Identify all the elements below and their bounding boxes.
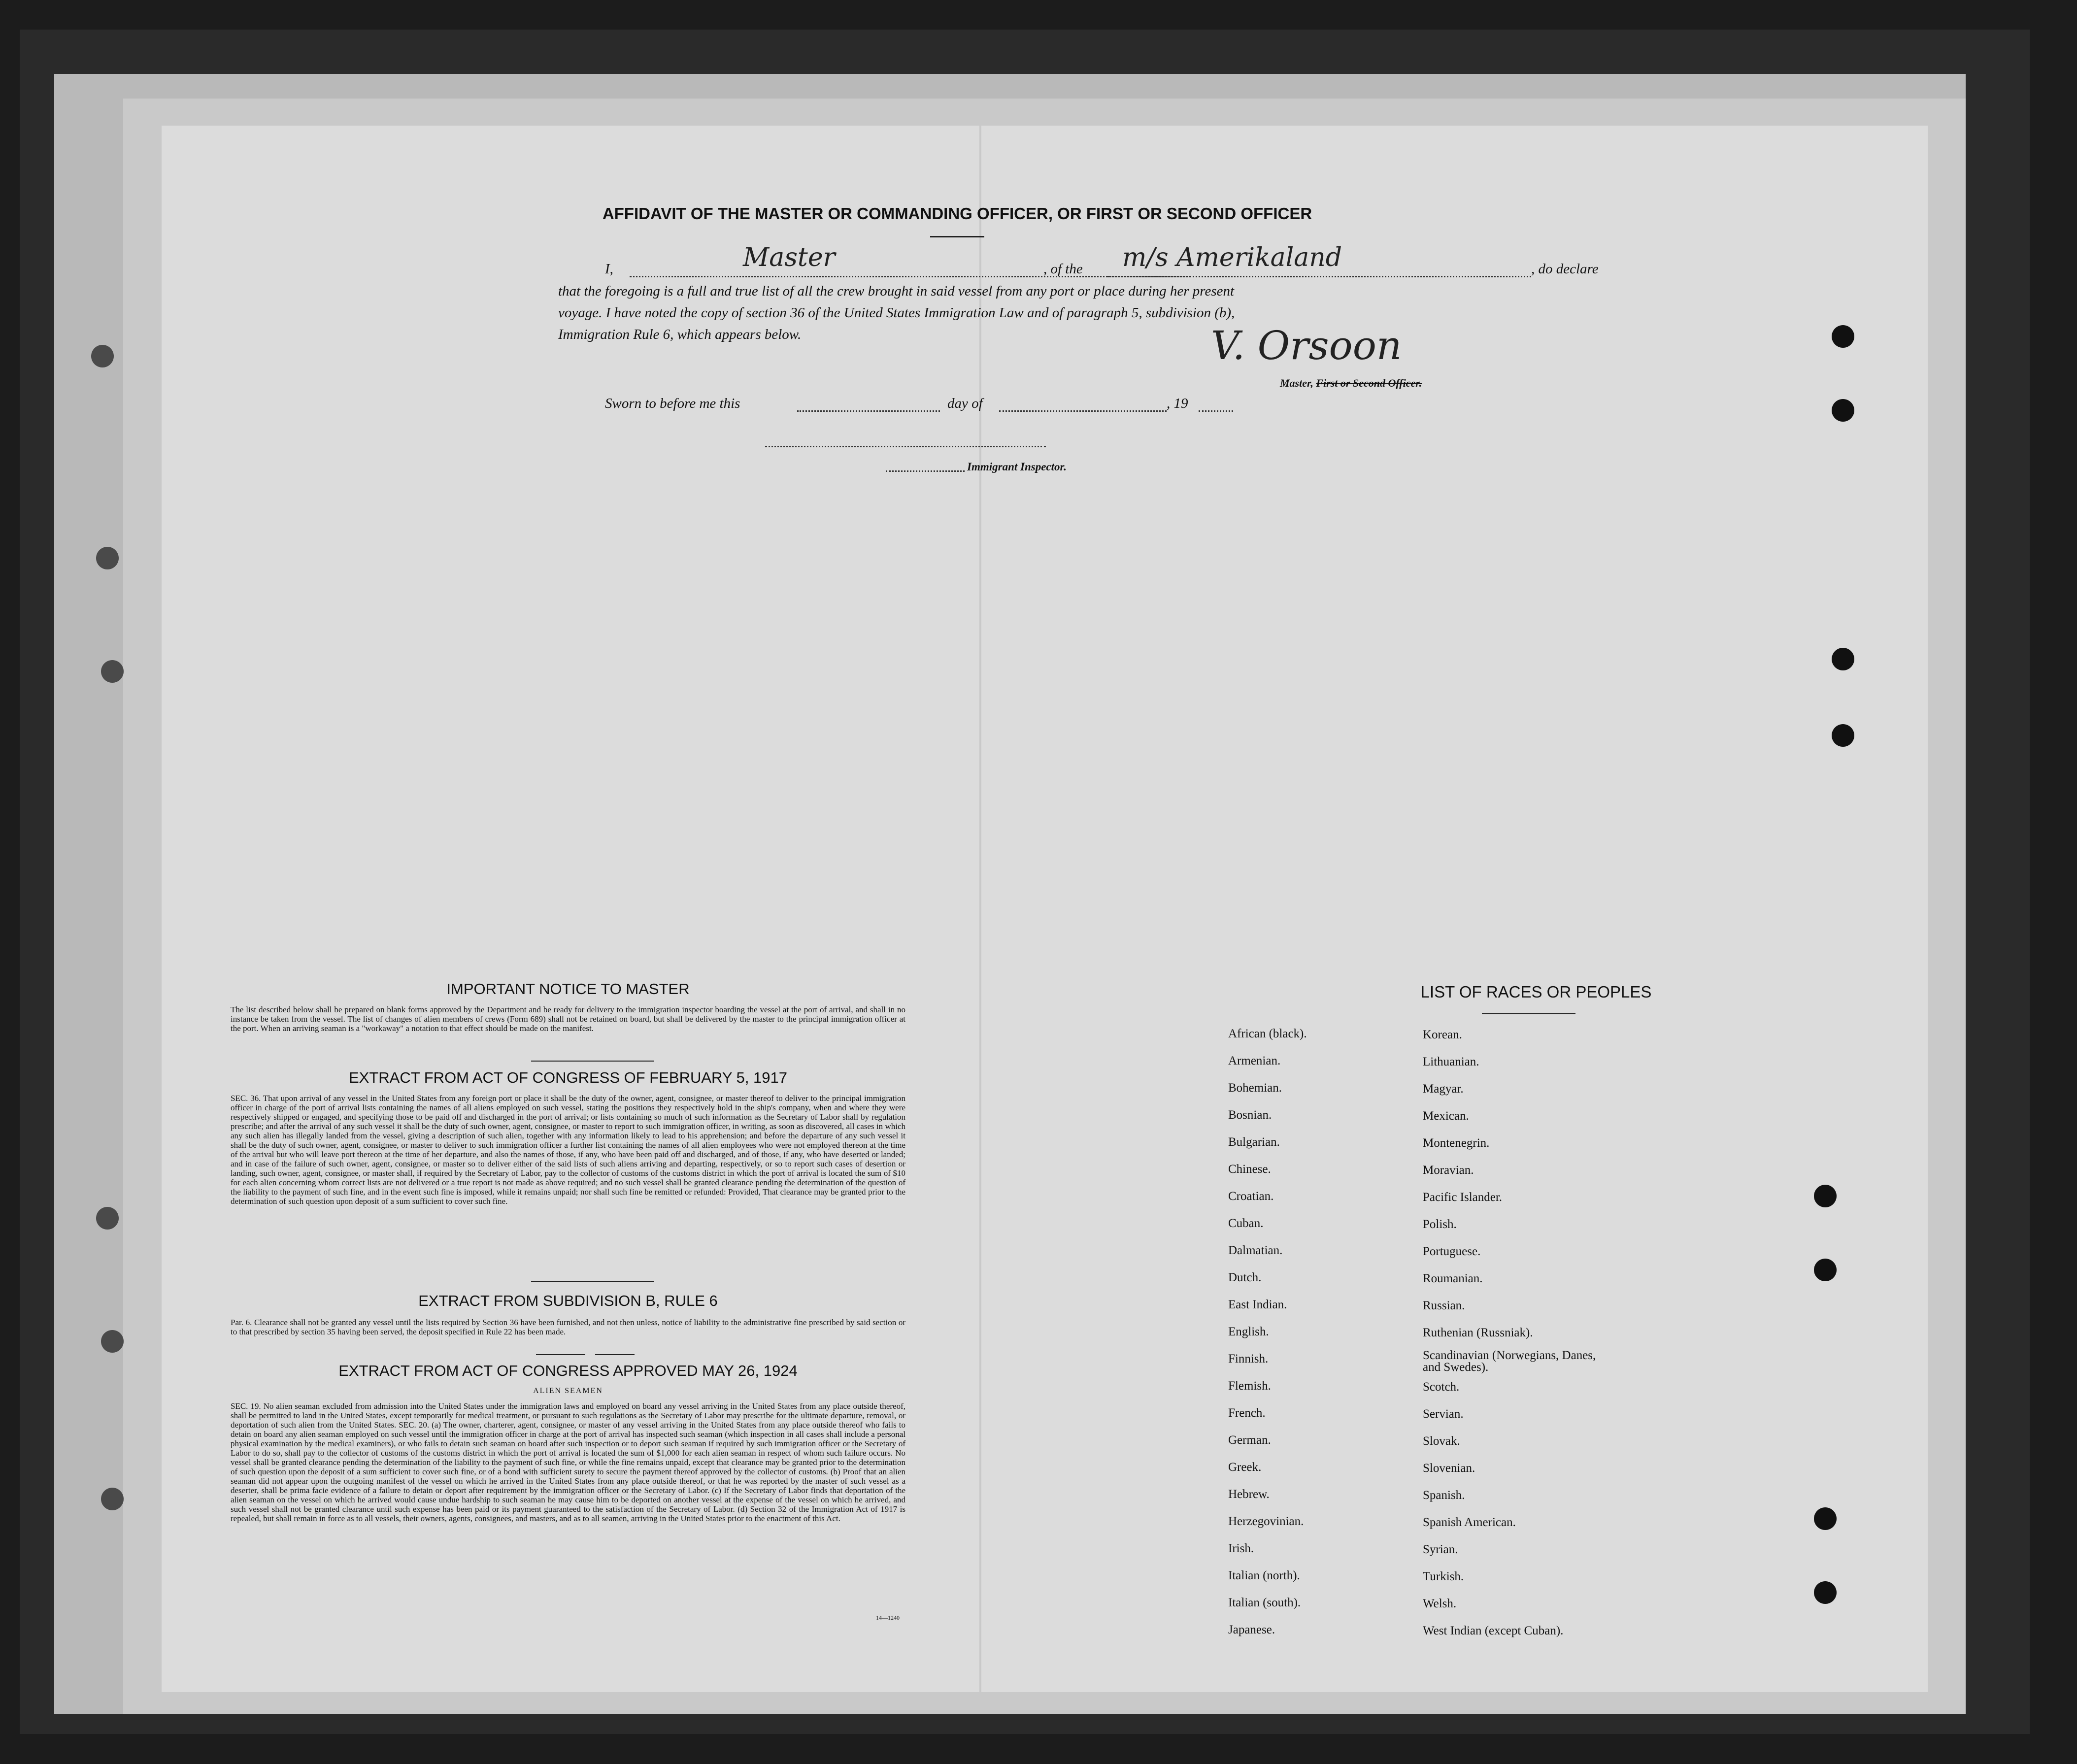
- manifest-page: [162, 126, 1928, 1692]
- rank-field-line: [630, 276, 1191, 277]
- race-left: Hebrew.: [1228, 1488, 1270, 1501]
- notice-title: IMPORTANT NOTICE TO MASTER: [446, 980, 690, 998]
- race-right: Scandinavian (Norwegians, Danes, and Swedes).: [1423, 1349, 1596, 1374]
- race-right: Russian.: [1423, 1299, 1465, 1312]
- binder-hole: [1814, 1581, 1837, 1604]
- race-left: German.: [1228, 1433, 1271, 1447]
- section-rule: [531, 1281, 654, 1282]
- race-right: Pacific Islander.: [1423, 1191, 1503, 1204]
- binder-hole: [101, 1330, 124, 1353]
- race-left: Japanese.: [1228, 1623, 1275, 1636]
- race-right: Welsh.: [1423, 1597, 1457, 1610]
- race-left: Italian (south).: [1228, 1596, 1301, 1609]
- race-left: Irish.: [1228, 1542, 1254, 1555]
- races-title: LIST OF RACES OR PEOPLES: [1420, 983, 1652, 1001]
- binder-hole: [101, 1488, 124, 1510]
- race-left: Bosnian.: [1228, 1108, 1272, 1122]
- section-rule: [536, 1354, 585, 1355]
- page-fold: [979, 126, 981, 1692]
- rule6-title: EXTRACT FROM SUBDIVISION B, RULE 6: [418, 1292, 718, 1309]
- inspector-signature-line: [765, 446, 1046, 447]
- race-right: Turkish.: [1423, 1570, 1464, 1583]
- race-left: Dutch.: [1228, 1271, 1262, 1284]
- race-left: French.: [1228, 1406, 1266, 1420]
- binder-hole: [1814, 1507, 1837, 1530]
- race-left: Greek.: [1228, 1461, 1262, 1474]
- sworn-day-line: [797, 410, 940, 412]
- binder-hole: [96, 547, 119, 569]
- race-right: Scotch.: [1423, 1380, 1460, 1394]
- sig-caption-master: Master,: [1280, 377, 1316, 389]
- race-left: Flemish.: [1228, 1379, 1271, 1393]
- inspector-label: Immigrant Inspector.: [967, 461, 1067, 473]
- handwritten-rank: Master: [743, 243, 836, 272]
- race-right: Mexican.: [1423, 1109, 1469, 1123]
- race-right: Polish.: [1423, 1218, 1457, 1231]
- handwritten-vessel: m/s Amerikaland: [1122, 243, 1342, 272]
- race-right: Roumanian.: [1423, 1272, 1483, 1285]
- sig-caption-struck: First or Second Officer.: [1316, 377, 1422, 389]
- of-the-label: , of the: [1043, 261, 1083, 277]
- sworn-month-line: [999, 410, 1167, 412]
- binder-hole: [1832, 724, 1854, 747]
- form-number: 14—1240: [876, 1614, 900, 1621]
- races-title-rule: [1482, 1013, 1575, 1014]
- race-left: Croatian.: [1228, 1190, 1274, 1203]
- section-rule: [595, 1354, 635, 1355]
- extract-1924-body: SEC. 19. No alien seaman excluded from admission into the United States under the immigration laws and employed on board any vessel arriving in the United States from any place outside thereof, shall be permitted to land in the United States, except temporarily for medical treatment, or pursuant to such regulations as the Secretary of Labor may prescribe for the ultimate departure, removal, or deportation of such alien from the United States. SEC. 20. (a) The owner, charterer, agent, consignee, or master of any vessel arriving in the United States from any place outside thereof who fails to detain on board any alien seaman employed on such vessel until the immigration officer in charge at the port of arrival has inspected such seaman (which inspection in all cases shall include a personal physical examination by the medical examiners), or who fails to detain such seaman on board after such inspection or to deport such seaman if required by such immigration officer or the Secretary of Labor to do so, shall pay to the collector of customs of the customs district in which the port of arrival is located the sum of $1,000 for each alien seaman in respect of whom such failure occurs. No vessel shall be granted clearance pending the determination of the liability to the payment of such fine, or while the fine remains unpaid, except that clearance may be granted prior to the determination of such question upon the deposit of a sum sufficient to cover such fine, or of a bond with sufficient surety to secure the payment thereof approved by the collector of customs. (b) Proof that an alien seaman did not appear upon the outgoing manifest of the vessel on which he arrived in the United States from any place outside thereof, or that he was reported by the master of such vessel as a deserter, shall be prima facie evidence of a failure to detain or deport after requirement by the immigration officer or the Secretary of Labor. (c) If the Secretary of Labor finds that deportation of the alien seaman on the vessel on which he arrived would cause undue hardship to such seaman he may cause him to be deported on another vessel at the expense of the vessel on which he arrived, and such vessel shall not be granted clearance until such expense has been paid or its payment guaranteed to the satisfaction of the Secretary of Labor. (d) Section 32 of the Immigration Act of 1917 is repealed, but shall remain in force as to all vessels, their owners, agents, consignees, and masters, and as to all seamen, arriving in the United States prior to the enactment of this Act.: [231, 1401, 905, 1523]
- binder-hole: [91, 345, 114, 367]
- sworn-year-line: [1199, 410, 1233, 412]
- extract-1924-title: EXTRACT FROM ACT OF CONGRESS APPROVED MAY 26, 1924: [338, 1362, 798, 1379]
- race-right: Servian.: [1423, 1407, 1464, 1421]
- race-right: Lithuanian.: [1423, 1055, 1479, 1068]
- do-declare-label: , do declare: [1531, 261, 1599, 277]
- race-right: Korean.: [1423, 1028, 1462, 1041]
- day-of-label: day of: [947, 396, 983, 411]
- race-left: Herzegovinian.: [1228, 1515, 1304, 1528]
- alien-seamen-subtitle: ALIEN SEAMEN: [533, 1387, 603, 1395]
- declaration-line-4: Immigration Rule 6, which appears below.: [558, 327, 802, 342]
- race-left: English.: [1228, 1325, 1269, 1338]
- affidavit-title: AFFIDAVIT OF THE MASTER OR COMMANDING OFFICER, OR FIRST OR SECOND OFFICER: [602, 204, 1312, 223]
- declaration-line-3: voyage. I have noted the copy of section 36 of the United States Immigration Law and of paragraph 5, subdivision (b),: [558, 305, 1235, 321]
- race-left: Chinese.: [1228, 1163, 1271, 1176]
- race-right: Spanish.: [1423, 1489, 1465, 1502]
- rule6-body: Par. 6. Clearance shall not be granted any vessel until the lists required by Section 36 have been furnished, and not then unless, notice of liability to the administrative fine prescribed by said section or to that prescribed by section 35 having been served, the deposit specified in Rule 22 has been made.: [231, 1318, 905, 1336]
- binder-hole: [1832, 399, 1854, 422]
- race-left: East Indian.: [1228, 1298, 1287, 1311]
- i-label: I,: [605, 261, 613, 277]
- declaration-line-1: [605, 261, 613, 277]
- inspector-prefix-line: [886, 470, 965, 472]
- race-left: Finnish.: [1228, 1352, 1269, 1365]
- race-left: Armenian.: [1228, 1054, 1281, 1067]
- race-left: Dalmatian.: [1228, 1244, 1283, 1257]
- section-rule: [531, 1061, 654, 1062]
- race-left: Cuban.: [1228, 1217, 1264, 1230]
- extract-1917-title: EXTRACT FROM ACT OF CONGRESS OF FEBRUARY 5, 1917: [348, 1069, 788, 1086]
- binder-hole: [1832, 325, 1854, 348]
- binder-hole: [101, 660, 124, 683]
- binder-hole: [1832, 648, 1854, 670]
- binder-hole: [1814, 1259, 1837, 1281]
- declaration-line-2: that the foregoing is a full and true list of all the crew brought in said vessel from any port or place during her present: [558, 283, 1235, 299]
- signature-caption: [1280, 377, 1422, 390]
- sworn-label: Sworn to before me this: [605, 396, 740, 411]
- race-left: African (black).: [1228, 1027, 1307, 1040]
- vessel-field-line: [1107, 276, 1531, 277]
- binder-hole: [1814, 1185, 1837, 1207]
- race-right: Slovak.: [1423, 1434, 1460, 1448]
- race-right: Syrian.: [1423, 1543, 1458, 1556]
- race-right: Portuguese.: [1423, 1245, 1481, 1258]
- title-rule: [930, 236, 984, 237]
- binder-hole: [96, 1207, 119, 1230]
- year-label: , 19: [1167, 396, 1188, 411]
- race-right: Ruthenian (Russniak).: [1423, 1326, 1533, 1339]
- notice-body: The list described below shall be prepared on blank forms approved by the Department and be ready for delivery to the immigration inspector boarding the vessel at the port of arrival, and shall in no instance be taken from the vessel. The list of changes of alien members of crews (Form 689) shall not be retained on board, but shall be delivered by the master to the principal immigration officer at the port. When an arriving seaman is a "workaway" a notation to that effect should be made on the manifest.: [231, 1005, 905, 1033]
- race-left: Italian (north).: [1228, 1569, 1300, 1582]
- race-left: Bulgarian.: [1228, 1135, 1280, 1149]
- race-right: Slovenian.: [1423, 1462, 1475, 1475]
- race-right: Montenegrin.: [1423, 1136, 1490, 1150]
- extract-1917-body: SEC. 36. That upon arrival of any vessel in the United States from any foreign port or place it shall be the duty of the owner, agent, consignee, or master thereof to deliver to the principal immigration officer in charge of the port of arrival lists containing the names of all aliens employed on such vessel, stating the positions they respectively hold in the ship's company, when and where they were respectively shipped or engaged, and specifying those to be paid off and discharged in the port of arrival; or lists containing so much of such information as the Secretary of Labor shall by regulation prescribe; and after the arrival of any such vessel it shall be the duty of such owner, agent, consignee, or master to report to such immigration officer, in writing, as soon as discovered, all cases in which any such alien has illegally landed from the vessel, giving a description of such alien, together with any information likely to lead to his apprehension; and before the departure of any such vessel it shall be the duty of such owner, agent, consignee, or master to deliver to such immigration officer a further list containing the names of all alien employees who were not employed thereon at the time of the arrival but who will leave port thereon at the time of her departure, and also the names of those, if any, who have been paid off and discharged, and of those, if any, who have deserted or landed; and in case of the failure of such owner, agent, consignee, or master so to deliver either of the said lists of such aliens arriving and departing, respectively, or so to report such cases of desertion or landing, such owner, agent, consignee, or master shall, if required by the Secretary of Labor, pay to the collector of customs of the customs district in which the port of arrival is located the sum of $10 for each alien concerning whom correct lists are not delivered or a true report is not made as above required; and no such vessel shall be granted clearance pending the determination of the question of the liability to the payment of such fine, and in the event such fine is imposed, while it remains unpaid; nor shall such fine be remitted or refunded: Provided, That clearance may be granted prior to the determination of such question upon deposit of a sum sufficient to cover such fine.: [231, 1094, 905, 1206]
- race-left: Bohemian.: [1228, 1081, 1282, 1095]
- race-right: West Indian (except Cuban).: [1423, 1624, 1564, 1637]
- race-right: Magyar.: [1423, 1082, 1464, 1096]
- race-right: Moravian.: [1423, 1164, 1474, 1177]
- race-right: Spanish American.: [1423, 1516, 1516, 1529]
- master-signature: V. Orsoon: [1211, 323, 1402, 368]
